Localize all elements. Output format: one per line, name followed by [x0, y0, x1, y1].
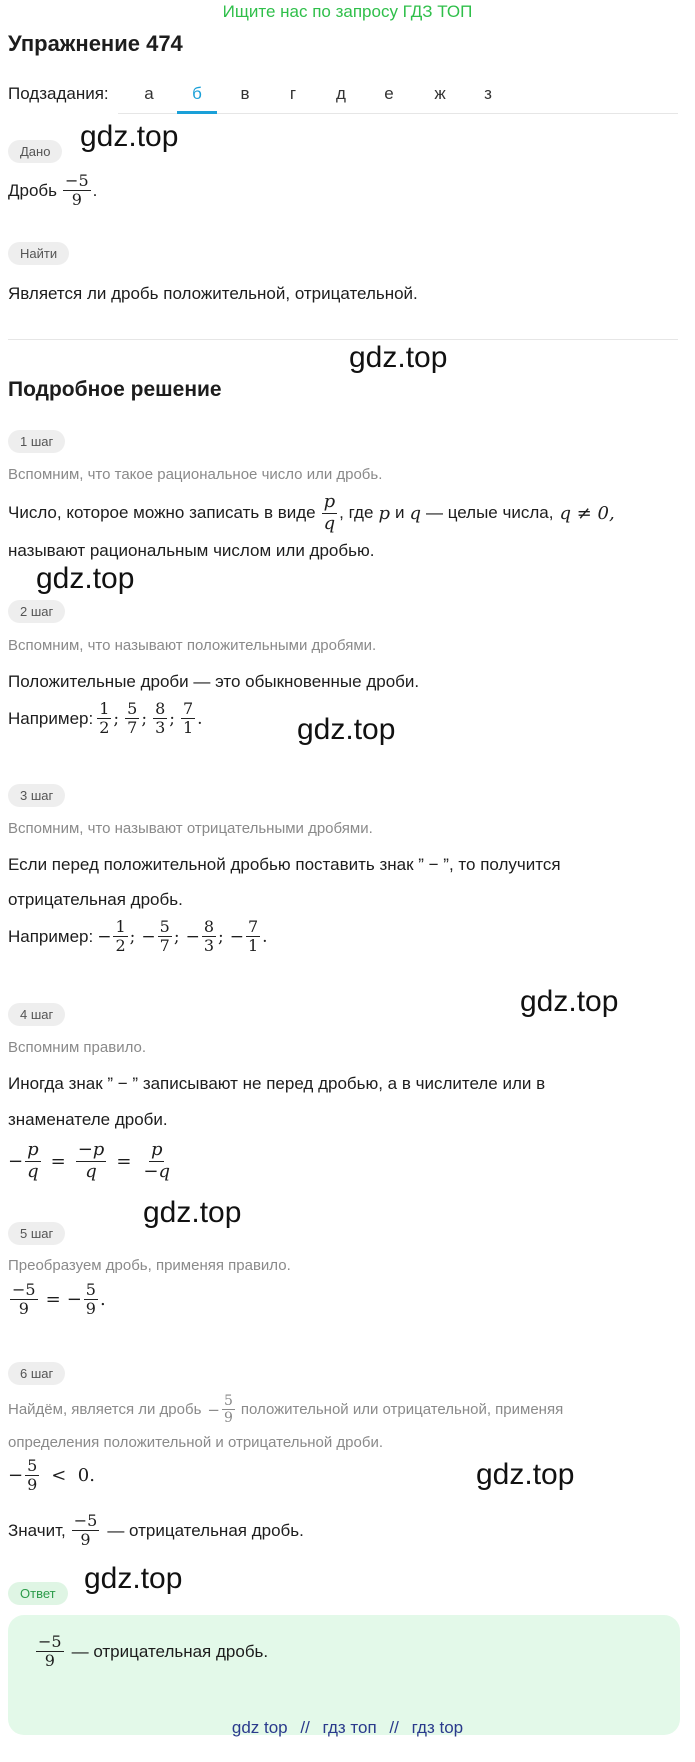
inequality-rest: < 0. — [51, 1465, 95, 1487]
footer-link-2[interactable]: гдз топ — [322, 1718, 377, 1737]
fraction-denominator: 7 — [127, 718, 138, 738]
inequality: − $\frac{5}{9}$ < 0. — [8, 1456, 95, 1495]
fraction-numerator: p — [323, 491, 336, 512]
fraction-numerator: 8 — [155, 699, 166, 718]
watermark: gdz.top — [143, 1196, 242, 1229]
footer-link-3[interactable]: гдз top — [411, 1718, 464, 1737]
conclusion-a: Значит, — [8, 1520, 66, 1540]
find-badge: Найти — [8, 242, 69, 265]
watermark: gdz.top — [84, 1562, 183, 1595]
step-1-text-c: — целые числа, — [426, 503, 554, 523]
conclusion-b: — отрицательная дробь. — [107, 1520, 304, 1540]
step-4-line2: знаменателе дроби. — [8, 1110, 168, 1129]
fraction-numerator: 5 — [223, 1393, 233, 1409]
tab-e[interactable]: е — [384, 84, 394, 103]
fraction-denominator: 3 — [203, 936, 214, 956]
tab-z[interactable]: з — [484, 84, 492, 103]
section-divider — [8, 339, 678, 340]
watermark: gdz.top — [520, 985, 619, 1018]
solution-title: Подробное решение — [8, 378, 222, 401]
fraction-numerator: 8 — [203, 917, 214, 936]
tab-zh[interactable]: ж — [434, 84, 446, 103]
answer-content — [34, 1633, 268, 1671]
step-3-line2: отрицательная дробь. — [8, 890, 183, 909]
fraction-numerator: −p — [77, 1139, 105, 1160]
step-5-hint: Преобразуем дробь, применяя правило. — [8, 1257, 291, 1274]
watermark: gdz.top — [476, 1458, 575, 1491]
fraction-numerator: 1 — [99, 699, 110, 718]
rule-fraction-2 — [76, 1140, 107, 1182]
given-label: Дробь — [8, 180, 58, 200]
step-2-example: Например: $\frac{1}{2}$ ; $\frac{5}{7}$ ; $\frac{8}{3}$ ; $\frac{7}{1}$ . — [8, 699, 203, 738]
step-5-badge: 5 шаг — [8, 1222, 65, 1245]
fraction-numerator: −5 — [12, 1280, 36, 1299]
step-4-badge: 4 шаг — [8, 1003, 65, 1026]
conj-and: и — [394, 503, 405, 523]
answer-text: — отрицательная дробь. — [71, 1641, 269, 1661]
step-1-line2: называют рациональным числом или дробью. — [8, 541, 375, 560]
tab-a[interactable]: а — [144, 84, 154, 103]
fraction-denominator: 9 — [223, 1410, 233, 1427]
sign-rule: − $\frac{p}{q}$ = $\frac{-p}{q}$ = $\frac{p}{-q}$ — [8, 1139, 171, 1182]
watermark: gdz.top — [36, 562, 135, 595]
step-3-badge: 3 шаг — [8, 784, 65, 807]
fraction-denominator: 9 — [80, 1530, 91, 1550]
fraction-denominator: 2 — [115, 936, 126, 956]
fraction-denominator: 9 — [71, 190, 82, 210]
step-1-line1 — [8, 492, 615, 534]
fraction-denominator: 9 — [27, 1475, 38, 1495]
transform-equation: $\frac{-5}{9}$ = − $\frac{5}{9}$ . — [12, 1280, 106, 1319]
footer-separator: // — [389, 1718, 399, 1737]
fraction-denominator: 9 — [85, 1299, 96, 1319]
var-p: p — [378, 502, 390, 524]
fraction-numerator: −5 — [38, 1632, 62, 1651]
step-1-text-a: Число, которое можно записать в виде — [8, 503, 316, 523]
footer-link-1[interactable]: gdz top — [231, 1718, 288, 1737]
fraction-numerator: 7 — [247, 917, 259, 936]
step-3-hint: Вспомним, что называют отрицательными дробями. — [8, 820, 373, 837]
fraction-numerator: p — [27, 1139, 39, 1160]
inequality-fraction — [25, 1457, 39, 1495]
fraction-4 — [246, 918, 260, 956]
fraction-denominator: 9 — [18, 1299, 29, 1319]
rule-fraction-3 — [141, 1140, 172, 1182]
given-fraction — [63, 172, 91, 210]
fraction-4 — [181, 700, 195, 738]
fraction-denominator: 3 — [155, 718, 166, 738]
conclusion — [8, 1512, 304, 1550]
active-tab-indicator — [177, 111, 217, 114]
step-1-badge: 1 шаг — [8, 430, 65, 453]
promo-banner[interactable]: Ищите нас по запросу ГДЗ ТОП — [222, 2, 473, 21]
fraction-numerator: −5 — [65, 171, 89, 190]
rule-fraction-1 — [25, 1140, 41, 1182]
fraction-denominator: 2 — [99, 718, 110, 738]
fraction-numerator: 5 — [27, 1456, 38, 1475]
pq-fraction — [322, 492, 338, 534]
hint-fraction — [222, 1393, 235, 1426]
watermark: gdz.top — [80, 120, 179, 153]
fraction-denominator: 1 — [247, 936, 259, 956]
fraction-denominator: −q — [143, 1160, 171, 1182]
step-1-text-b: , где — [339, 503, 374, 523]
example-label: Например: — [8, 708, 94, 728]
fraction-2 — [125, 700, 139, 738]
fraction-3 — [153, 700, 167, 738]
tab-b[interactable]: б — [192, 84, 202, 103]
fraction-1 — [97, 700, 111, 738]
step-6-hint-a: Найдём, является ли дробь — [8, 1401, 202, 1419]
step-2-badge: 2 шаг — [8, 600, 65, 623]
fraction-denominator: q — [323, 512, 336, 534]
fraction-numerator: 7 — [182, 699, 194, 718]
fraction-3 — [202, 918, 216, 956]
watermark: gdz.top — [349, 341, 448, 374]
fraction-numerator: 5 — [159, 917, 170, 936]
step-3-line1: Если перед положительной дробью поставить знак ” − ”, то получится — [8, 855, 561, 874]
step-6-hint-line2: определения положительной и отрицательной дроби. — [8, 1434, 384, 1451]
step-6-hint-b: положительной или отрицательной, применяя — [240, 1401, 564, 1419]
watermark: gdz.top — [297, 713, 396, 746]
var-q: q — [409, 502, 421, 524]
step-6-hint: Найдём, является ли дробь − $\frac{5}{9}$ положительной или отрицательной, применяя — [8, 1393, 564, 1427]
step-6-badge: 6 шаг — [8, 1362, 65, 1385]
condition: q ≠ 0, — [559, 502, 615, 524]
fraction-numerator: 5 — [85, 1280, 96, 1299]
example-label: Например: — [8, 926, 94, 946]
step-1-hint: Вспомним, что такое рациональное число или дробь. — [8, 466, 383, 483]
step-4-line1: Иногда знак ” − ” записывают не перед дробью, а в числителе или в — [8, 1074, 546, 1093]
given-badge: Дано — [8, 140, 62, 163]
subtasks-label: Подзадания: — [8, 84, 109, 103]
fraction-denominator: 7 — [159, 936, 170, 956]
answer-badge: Ответ — [8, 1582, 68, 1605]
conclusion-fraction — [72, 1512, 100, 1550]
step-3-example: Например: − $\frac{1}{2}$ ; − $\frac{5}{7}$ ; − $\frac{8}{3}$ ; − $\frac{7}{1}$ . — [8, 917, 268, 956]
fraction-denominator: q — [27, 1160, 39, 1182]
tab-v[interactable]: в — [240, 84, 250, 103]
fraction-denominator: 9 — [44, 1651, 55, 1671]
step-2-line1: Положительные дроби — это обыкновенные дроби. — [8, 672, 420, 691]
footer-links — [0, 1718, 695, 1738]
fraction-numerator: 5 — [127, 699, 138, 718]
find-text: Является ли дробь положительной, отрицательной. — [8, 284, 418, 303]
answer-fraction — [36, 1633, 64, 1671]
transform-fraction-1 — [10, 1281, 38, 1319]
footer-separator: // — [300, 1718, 310, 1737]
transform-fraction-2 — [84, 1281, 98, 1319]
fraction-2 — [158, 918, 172, 956]
fraction-numerator: 1 — [115, 917, 126, 936]
step-4-hint: Вспомним правило. — [8, 1039, 147, 1056]
tab-d[interactable]: д — [336, 84, 346, 103]
period: . — [92, 180, 98, 200]
fraction-denominator: q — [85, 1160, 97, 1182]
fraction-numerator: −5 — [73, 1511, 98, 1530]
given-text — [8, 172, 97, 210]
fraction-numerator: p — [150, 1139, 163, 1160]
tab-g[interactable]: г — [289, 84, 297, 103]
fraction-denominator: 1 — [182, 718, 194, 738]
page-title: Упражнение 474 — [8, 31, 183, 56]
step-2-hint: Вспомним, что называют положительными дробями. — [8, 637, 377, 654]
fraction-1 — [113, 918, 127, 956]
